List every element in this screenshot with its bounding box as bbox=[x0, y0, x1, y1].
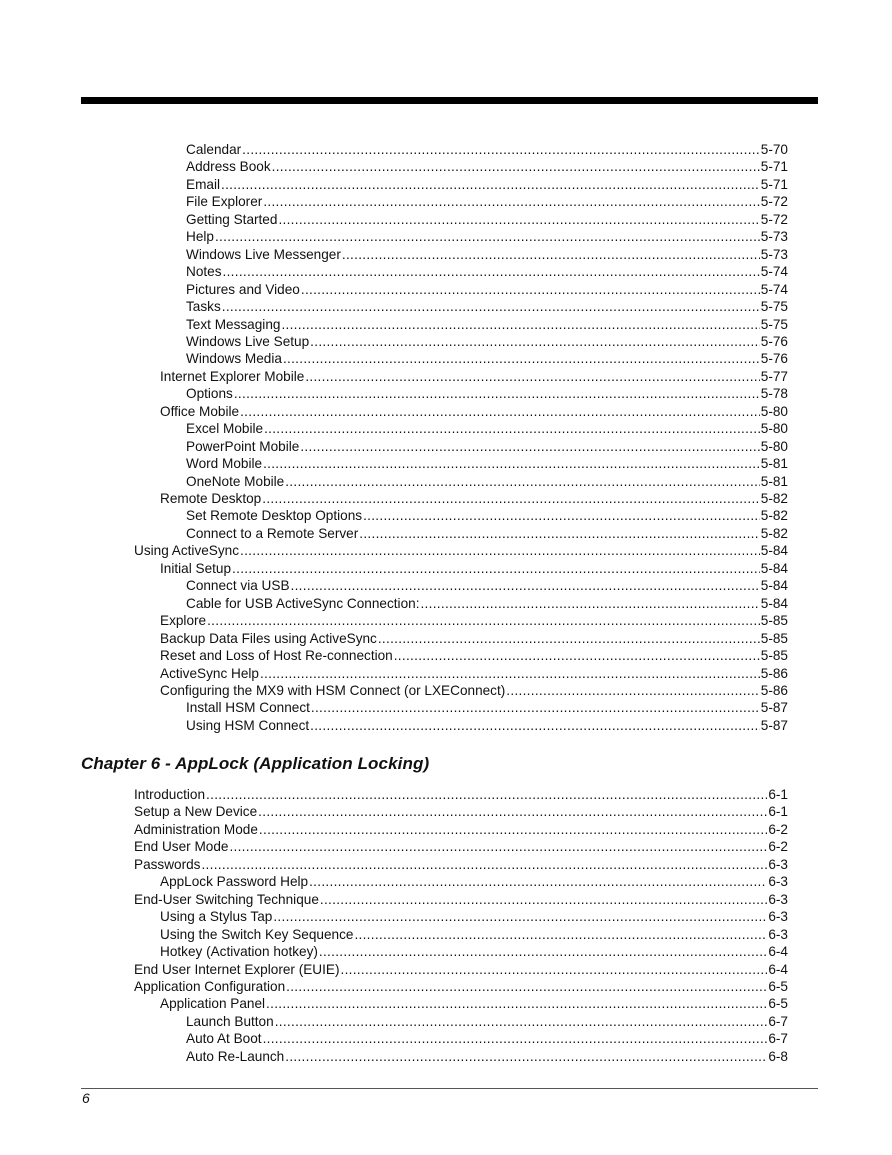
toc-entry-page: 5-74 bbox=[760, 281, 788, 297]
toc-dot-leader bbox=[359, 525, 760, 543]
toc-entry-page: 5-70 bbox=[760, 142, 788, 157]
toc-entry-label: Install HSM Connect bbox=[186, 700, 310, 716]
toc-entry-label: Getting Started bbox=[186, 211, 278, 227]
toc-entry-page: 5-71 bbox=[760, 159, 788, 175]
toc-entry-label: Set Remote Desktop Options bbox=[186, 508, 363, 524]
toc-dot-leader bbox=[222, 298, 760, 316]
toc-entry-label: Address Book bbox=[186, 159, 271, 175]
toc-entry-page: 5-75 bbox=[760, 316, 788, 332]
toc-entry[interactable] bbox=[160, 490, 788, 508]
toc-entry-label: AppLock Password Help bbox=[160, 874, 309, 890]
toc-dot-leader bbox=[275, 1013, 768, 1031]
toc-dot-leader bbox=[300, 438, 759, 456]
toc-entry-page: 5-86 bbox=[760, 682, 788, 698]
toc-entry[interactable] bbox=[134, 961, 788, 979]
toc-entry-page: 5-87 bbox=[760, 700, 788, 716]
toc-entry-label: Application Configuration bbox=[134, 978, 286, 994]
toc-dot-leader bbox=[309, 873, 767, 891]
toc-entry[interactable] bbox=[186, 1030, 788, 1048]
toc-entry-page: 6-4 bbox=[768, 944, 788, 960]
toc-entry-page: 6-3 bbox=[768, 856, 788, 872]
toc-entry[interactable] bbox=[186, 176, 788, 194]
toc-dot-leader bbox=[232, 560, 760, 578]
toc-entry-page: 5-84 bbox=[760, 578, 788, 594]
toc-entry-label: Backup Data Files using ActiveSync bbox=[160, 630, 377, 646]
toc-entry-label: OneNote Mobile bbox=[186, 473, 285, 489]
toc-entry[interactable] bbox=[160, 908, 788, 926]
toc-dot-leader bbox=[342, 246, 760, 264]
toc-dot-leader bbox=[206, 786, 767, 804]
toc-dot-leader bbox=[310, 333, 760, 351]
toc-entry[interactable] bbox=[186, 316, 788, 334]
toc-entry-label: Windows Media bbox=[186, 351, 282, 367]
toc-dot-leader bbox=[281, 316, 759, 334]
toc-entry-page: 6-2 bbox=[768, 821, 788, 837]
toc-entry-label: Windows Live Setup bbox=[186, 333, 310, 349]
toc-entry-page: 5-81 bbox=[760, 473, 788, 489]
toc-entry-page: 6-3 bbox=[768, 874, 788, 890]
toc-entry-page: 5-81 bbox=[760, 456, 788, 472]
toc-entry-label: Pictures and Video bbox=[186, 281, 300, 297]
toc-entry[interactable] bbox=[186, 263, 788, 281]
toc-dot-leader bbox=[259, 821, 767, 839]
toc-entry[interactable] bbox=[160, 943, 788, 961]
toc-entry[interactable] bbox=[186, 385, 788, 403]
toc-entry[interactable] bbox=[134, 978, 788, 996]
toc-entry[interactable] bbox=[186, 420, 788, 438]
toc-entry[interactable] bbox=[160, 560, 788, 578]
toc-entry-page: 6-7 bbox=[768, 1031, 788, 1047]
toc-entry-page: 5-82 bbox=[760, 491, 788, 506]
toc-entry-label: Calendar bbox=[186, 142, 242, 157]
toc-dot-leader bbox=[285, 473, 760, 491]
toc-entry[interactable] bbox=[160, 873, 788, 891]
toc-entry-label: Excel Mobile bbox=[186, 421, 264, 437]
footer-rule bbox=[81, 1088, 818, 1089]
toc-entry[interactable] bbox=[160, 368, 788, 386]
toc-dot-leader bbox=[283, 350, 760, 368]
toc-entry[interactable] bbox=[160, 682, 788, 700]
toc-dot-leader bbox=[311, 699, 760, 717]
toc-entry-label: Using the Switch Key Sequence bbox=[160, 926, 354, 942]
toc-entry-label: Cable for USB ActiveSync Connection: bbox=[186, 595, 420, 611]
toc-entry-page: 5-72 bbox=[760, 194, 788, 210]
toc-entry-page: 5-84 bbox=[760, 560, 788, 576]
toc-dot-leader bbox=[301, 281, 760, 299]
toc-entry[interactable] bbox=[134, 786, 788, 804]
toc-entry[interactable] bbox=[186, 507, 788, 525]
toc-entry-label: PowerPoint Mobile bbox=[186, 438, 300, 454]
chapter-heading: Chapter 6 - AppLock (Application Locking) bbox=[81, 754, 430, 773]
toc-entry-label: End User Mode bbox=[134, 839, 229, 855]
toc-dot-leader bbox=[263, 455, 760, 473]
toc-entry-label: Application Panel bbox=[160, 996, 266, 1012]
toc-entry[interactable] bbox=[186, 1013, 788, 1031]
toc-entry-page: 6-7 bbox=[768, 1013, 788, 1029]
toc-entry-label: Tasks bbox=[186, 299, 221, 315]
toc-entry[interactable] bbox=[186, 281, 788, 299]
toc-dot-leader bbox=[363, 507, 760, 525]
toc-entry-page: 6-8 bbox=[768, 1048, 788, 1064]
toc-entry-label: Remote Desktop bbox=[160, 491, 262, 506]
toc-dot-leader bbox=[266, 995, 767, 1013]
toc-dot-leader bbox=[223, 263, 760, 281]
toc-entry[interactable] bbox=[186, 246, 788, 264]
toc-dot-leader bbox=[263, 1030, 768, 1048]
toc-entry-label: Explore bbox=[160, 613, 207, 629]
toc-dot-leader bbox=[260, 665, 760, 683]
toc-entry[interactable] bbox=[160, 995, 788, 1013]
toc-entry-page: 5-80 bbox=[760, 438, 788, 454]
toc-entry[interactable] bbox=[186, 141, 788, 159]
header-rule bbox=[81, 97, 818, 104]
toc-entry[interactable] bbox=[160, 630, 788, 648]
toc-entry[interactable] bbox=[160, 403, 788, 421]
toc-entry[interactable] bbox=[134, 891, 788, 909]
toc-entry[interactable] bbox=[186, 438, 788, 456]
toc-entry-label: Reset and Loss of Host Re-connection bbox=[160, 648, 393, 664]
toc-entry[interactable] bbox=[186, 577, 788, 595]
toc-entry-page: 5-87 bbox=[760, 717, 788, 733]
toc-dot-leader bbox=[354, 926, 767, 944]
toc-entry[interactable] bbox=[160, 612, 788, 630]
toc-entry[interactable] bbox=[186, 333, 788, 351]
toc-entry-label: Office Mobile bbox=[160, 403, 240, 419]
toc-entry-label: Initial Setup bbox=[160, 560, 232, 576]
toc-dot-leader bbox=[201, 856, 767, 874]
toc-entry[interactable] bbox=[160, 665, 788, 683]
toc-entry-page: 6-5 bbox=[768, 996, 788, 1012]
toc-entry-page: 6-4 bbox=[768, 961, 788, 977]
toc-entry[interactable] bbox=[186, 473, 788, 491]
toc-dot-leader bbox=[207, 612, 760, 630]
toc-entry-label: Passwords bbox=[134, 856, 201, 872]
toc-dot-leader bbox=[273, 908, 767, 926]
toc-entry[interactable] bbox=[186, 298, 788, 316]
toc-entry-page: 5-84 bbox=[760, 543, 788, 559]
toc-entry-label: End User Internet Explorer (EUIE) bbox=[134, 961, 340, 977]
toc-dot-leader bbox=[286, 978, 767, 996]
toc-entry-label: Launch Button bbox=[186, 1013, 274, 1029]
toc-dot-leader bbox=[215, 228, 760, 246]
toc-dot-leader bbox=[242, 141, 760, 159]
toc-entry[interactable] bbox=[186, 350, 788, 368]
toc-dot-leader bbox=[394, 647, 760, 665]
toc-entry-page: 5-82 bbox=[760, 508, 788, 524]
toc-entry-label: File Explorer bbox=[186, 194, 263, 210]
toc-entry-label: Auto Re-Launch bbox=[186, 1048, 285, 1064]
toc-entry-label: Email bbox=[186, 176, 220, 192]
toc-entry-label: Help bbox=[186, 229, 214, 245]
toc-dot-leader bbox=[310, 717, 760, 735]
toc-entry-label: Internet Explorer Mobile bbox=[160, 368, 305, 384]
toc-entry-page: 6-3 bbox=[768, 891, 788, 907]
toc-entry-page: 5-72 bbox=[760, 211, 788, 227]
toc-entry-label: ActiveSync Help bbox=[160, 665, 259, 681]
toc-dot-leader bbox=[378, 630, 760, 648]
toc-entry-label: Introduction bbox=[134, 787, 206, 802]
toc-entry-page: 5-85 bbox=[760, 648, 788, 664]
toc-dot-leader bbox=[221, 176, 760, 194]
toc-entry-page: 6-3 bbox=[768, 926, 788, 942]
toc-entry-page: 5-76 bbox=[760, 333, 788, 349]
toc-dot-leader bbox=[234, 385, 760, 403]
toc-entry-label: Connect to a Remote Server bbox=[186, 525, 359, 541]
toc-dot-leader bbox=[272, 158, 760, 176]
toc-entry[interactable] bbox=[160, 926, 788, 944]
toc-dot-leader bbox=[420, 595, 759, 613]
toc-dot-leader bbox=[229, 838, 767, 856]
toc-entry-page: 6-1 bbox=[768, 787, 788, 802]
toc-entry-page: 5-76 bbox=[760, 351, 788, 367]
toc-entry-label: Auto At Boot bbox=[186, 1031, 262, 1047]
toc-entry[interactable] bbox=[186, 717, 788, 735]
toc-dot-leader bbox=[240, 403, 760, 421]
toc-entry-label: Using HSM Connect bbox=[186, 717, 310, 733]
toc-entry-page: 5-85 bbox=[760, 630, 788, 646]
toc-entry-label: Setup a New Device bbox=[134, 804, 258, 820]
toc-dot-leader bbox=[262, 490, 760, 508]
toc-entry-label: Windows Live Messenger bbox=[186, 246, 341, 262]
toc-entry[interactable] bbox=[186, 525, 788, 543]
toc-entry[interactable] bbox=[134, 803, 788, 821]
toc-dot-leader bbox=[264, 420, 760, 438]
toc-dot-leader bbox=[285, 1048, 767, 1066]
toc-entry[interactable] bbox=[186, 1048, 788, 1066]
toc-entry[interactable] bbox=[186, 228, 788, 246]
toc-entry-page: 5-73 bbox=[760, 246, 788, 262]
toc-entry-page: 6-2 bbox=[768, 839, 788, 855]
toc-entry-label: Using a Stylus Tap bbox=[160, 909, 273, 925]
toc-entry[interactable] bbox=[186, 158, 788, 176]
toc-entry-page: 5-85 bbox=[760, 613, 788, 629]
toc-entry[interactable] bbox=[186, 595, 788, 613]
toc-entry-page: 5-82 bbox=[760, 525, 788, 541]
toc-entry[interactable] bbox=[186, 455, 788, 473]
toc-entry-label: Using ActiveSync bbox=[134, 543, 240, 559]
toc-entry-label: Notes bbox=[186, 264, 222, 280]
toc-entry-page: 5-74 bbox=[760, 264, 788, 280]
toc-dot-leader bbox=[258, 803, 767, 821]
toc-entry-label: Text Messaging bbox=[186, 316, 281, 332]
page-number: 6 bbox=[82, 1090, 90, 1106]
toc-entry[interactable] bbox=[186, 211, 788, 229]
toc-entry-page: 6-5 bbox=[768, 978, 788, 994]
toc-dot-leader bbox=[320, 891, 767, 909]
toc-dot-leader bbox=[341, 961, 768, 979]
toc-entry-page: 5-80 bbox=[760, 421, 788, 437]
toc-entry-page: 5-80 bbox=[760, 403, 788, 419]
toc-entry-page: 5-75 bbox=[760, 299, 788, 315]
toc-dot-leader bbox=[319, 943, 767, 961]
toc-entry-page: 5-73 bbox=[760, 229, 788, 245]
toc-entry-page: 5-78 bbox=[760, 386, 788, 402]
toc-entry-label: Hotkey (Activation hotkey) bbox=[160, 944, 318, 960]
toc-dot-leader bbox=[305, 368, 759, 386]
toc-entry[interactable] bbox=[134, 542, 788, 560]
toc-entry-label: Word Mobile bbox=[186, 456, 263, 472]
toc-entry-page: 5-71 bbox=[760, 176, 788, 192]
toc-entry-label: End-User Switching Technique bbox=[134, 891, 319, 907]
toc-entry[interactable] bbox=[186, 699, 788, 717]
toc-dot-leader bbox=[240, 542, 760, 560]
toc-entry-page: 6-1 bbox=[768, 804, 788, 820]
toc-entry-label: Administration Mode bbox=[134, 821, 258, 837]
toc-entry-page: 5-84 bbox=[760, 595, 788, 611]
toc-entry[interactable] bbox=[160, 647, 788, 665]
toc-dot-leader bbox=[263, 193, 759, 211]
toc-entry-page: 6-3 bbox=[768, 909, 788, 925]
toc-entry[interactable] bbox=[134, 838, 788, 856]
toc-entry[interactable] bbox=[186, 193, 788, 211]
toc-dot-leader bbox=[506, 682, 759, 700]
toc-entry-page: 5-86 bbox=[760, 665, 788, 681]
toc-entry-page: 5-77 bbox=[760, 368, 788, 384]
toc-entry-label: Connect via USB bbox=[186, 578, 290, 594]
toc-dot-leader bbox=[291, 577, 760, 595]
toc-entry-label: Options bbox=[186, 386, 233, 402]
toc-entry[interactable] bbox=[134, 821, 788, 839]
toc-entry[interactable] bbox=[134, 856, 788, 874]
toc-dot-leader bbox=[278, 211, 759, 229]
toc-entry-label: Configuring the MX9 with HSM Connect (or LXEConnect) bbox=[160, 682, 506, 698]
